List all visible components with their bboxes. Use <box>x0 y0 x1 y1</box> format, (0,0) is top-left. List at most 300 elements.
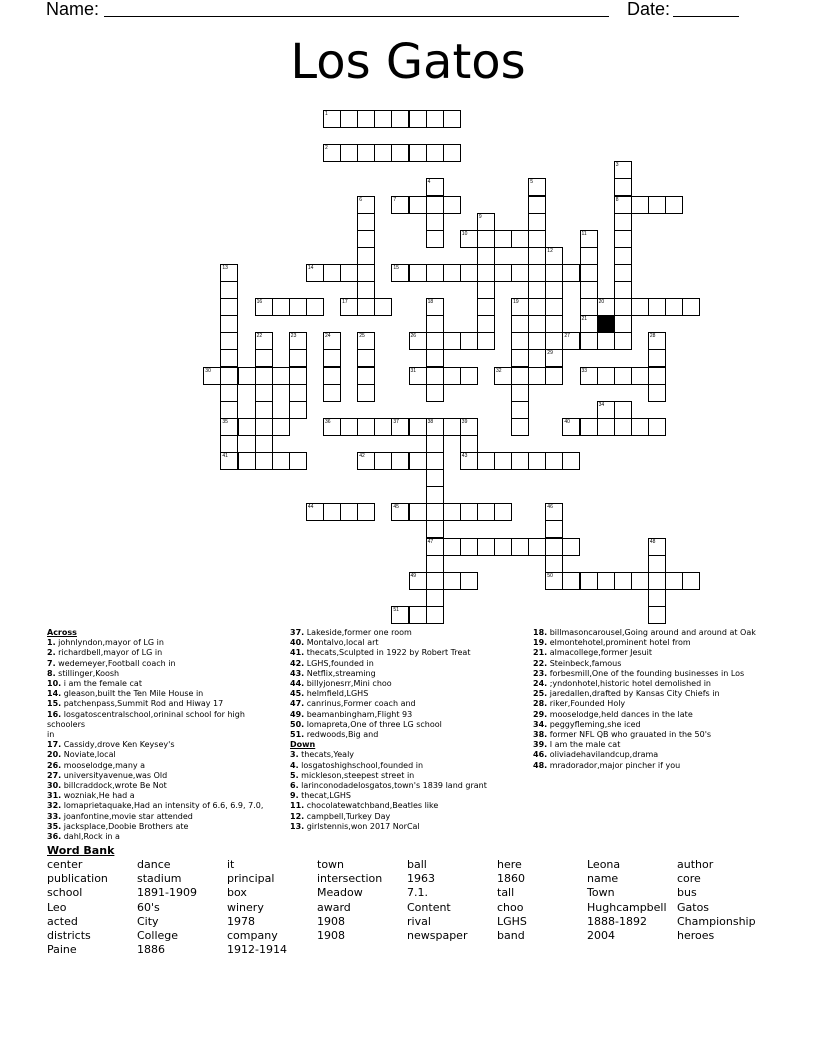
grid-cell[interactable] <box>494 452 512 470</box>
grid-cell[interactable] <box>220 298 238 316</box>
grid-cell[interactable] <box>511 401 529 419</box>
grid-cell[interactable] <box>460 538 478 556</box>
clue-line <box>533 730 773 740</box>
grid-cell[interactable] <box>426 367 444 385</box>
grid-cell[interactable] <box>443 418 461 436</box>
grid-cell[interactable] <box>682 298 700 316</box>
grid-cell[interactable] <box>409 606 427 624</box>
grid-cell[interactable] <box>545 281 563 299</box>
grid-cell[interactable] <box>511 538 529 556</box>
grid-cell[interactable] <box>357 264 375 282</box>
grid-cell[interactable] <box>357 213 375 231</box>
grid-cell[interactable] <box>220 384 238 402</box>
clue-line-text: Lakeside,former one room <box>304 628 412 637</box>
word-bank-item: Meadow <box>317 886 363 900</box>
clue-number: 3 <box>615 162 619 169</box>
grid-cell[interactable] <box>272 452 290 470</box>
grid-cell[interactable] <box>511 384 529 402</box>
clue-number: 10 <box>461 230 468 237</box>
grid-cell[interactable] <box>580 281 598 299</box>
grid-cell[interactable] <box>220 349 238 367</box>
clue-line <box>533 720 773 730</box>
grid-cell[interactable] <box>580 418 598 436</box>
grid-cell[interactable] <box>614 298 632 316</box>
grid-cell[interactable] <box>460 503 478 521</box>
grid-cell[interactable] <box>409 144 427 162</box>
grid-cell[interactable] <box>443 144 461 162</box>
grid-cell[interactable] <box>477 281 495 299</box>
grid-cell[interactable] <box>374 452 392 470</box>
grid-cell[interactable] <box>631 418 649 436</box>
grid-cell[interactable] <box>477 247 495 265</box>
grid-cell[interactable] <box>545 538 563 556</box>
grid-cell[interactable] <box>614 213 632 231</box>
grid-cell[interactable] <box>443 503 461 521</box>
grid-cell[interactable] <box>272 367 290 385</box>
grid-cell[interactable] <box>494 503 512 521</box>
grid-cell[interactable] <box>443 572 461 590</box>
grid-cell[interactable] <box>545 520 563 538</box>
grid-cell[interactable] <box>597 332 615 350</box>
clue-line-number: 9. <box>290 791 299 801</box>
clue-section-header: Across <box>47 628 77 637</box>
grid-cell[interactable] <box>614 418 632 436</box>
grid-cell[interactable] <box>340 418 358 436</box>
word-bank-item: 60's <box>137 900 160 914</box>
clue-line-text: billmasoncarousel,Going around and around at Oak <box>547 628 756 637</box>
word-bank-item: 1963 <box>407 872 435 886</box>
grid-cell[interactable] <box>426 110 444 128</box>
clue-number: 21 <box>581 316 588 323</box>
grid-cell[interactable] <box>597 367 615 385</box>
grid-cell[interactable] <box>289 452 307 470</box>
clue-line-text: larinconodadelosgatos,town's 1839 land grant <box>298 781 487 791</box>
grid-cell[interactable] <box>477 230 495 248</box>
grid-cell[interactable] <box>426 196 444 214</box>
grid-cell[interactable] <box>648 572 666 590</box>
clue-line <box>47 730 279 740</box>
clue-line <box>533 628 773 638</box>
word-bank <box>47 844 787 957</box>
clue-line-text: forbesmill,One of the founding businesses in Los <box>547 668 745 678</box>
clue-line-text: riker,Founded Holy <box>547 699 626 709</box>
clue-number: 46 <box>547 504 553 511</box>
grid-cell[interactable] <box>545 315 563 333</box>
grid-cell[interactable] <box>648 589 666 607</box>
clue-line-number: 43. <box>290 668 305 678</box>
grid-cell[interactable] <box>409 452 427 470</box>
grid-cell[interactable] <box>426 349 444 367</box>
grid-cell[interactable] <box>528 247 546 265</box>
grid-cell[interactable] <box>289 384 307 402</box>
grid-cell[interactable] <box>238 418 256 436</box>
clue-line-text: Netflix,streaming <box>304 668 376 678</box>
grid-cell[interactable] <box>545 367 563 385</box>
grid-cell[interactable] <box>289 367 307 385</box>
clue-line-number: 37. <box>290 628 305 637</box>
clue-number: 15 <box>393 264 399 271</box>
clue-line <box>533 689 773 699</box>
clue-line-text: billyjonesrr,Mini choo <box>304 679 392 689</box>
grid-cell[interactable] <box>614 247 632 265</box>
grid-cell[interactable] <box>545 298 563 316</box>
grid-cell[interactable] <box>357 503 375 521</box>
grid-cell[interactable] <box>426 469 444 487</box>
grid-cell[interactable] <box>665 298 683 316</box>
grid-cell[interactable] <box>477 452 495 470</box>
grid-cell[interactable] <box>614 281 632 299</box>
grid-cell[interactable] <box>528 332 546 350</box>
grid-cell[interactable] <box>426 589 444 607</box>
clue-line-text: oliviadehavilandcup,drama <box>547 750 659 760</box>
grid-cell[interactable] <box>528 298 546 316</box>
grid-cell[interactable] <box>443 332 461 350</box>
grid-cell[interactable] <box>357 367 375 385</box>
grid-cell[interactable] <box>426 606 444 624</box>
grid-cell[interactable] <box>255 435 273 453</box>
grid-cell[interactable] <box>648 196 666 214</box>
clue-line-number: 23. <box>533 668 548 678</box>
clue-line-number: 4. <box>290 760 299 770</box>
word-bank-item: newspaper <box>407 929 468 942</box>
grid-cell[interactable] <box>357 418 375 436</box>
grid-cell[interactable] <box>528 213 546 231</box>
grid-cell[interactable] <box>631 367 649 385</box>
word-bank-item: school <box>47 886 83 900</box>
grid-cell[interactable] <box>272 418 290 436</box>
grid-cell[interactable] <box>255 367 273 385</box>
word-bank-item: core <box>677 872 701 886</box>
grid-cell[interactable] <box>426 264 444 282</box>
grid-cell[interactable] <box>426 452 444 470</box>
grid-cell[interactable] <box>477 332 495 350</box>
grid-cell[interactable] <box>528 281 546 299</box>
grid-cell[interactable] <box>255 401 273 419</box>
word-bank-item: City <box>137 914 159 928</box>
clue-line <box>47 638 279 648</box>
grid-cell[interactable] <box>511 332 529 350</box>
grid-cell[interactable] <box>220 315 238 333</box>
grid-cell[interactable] <box>357 144 375 162</box>
grid-cell[interactable] <box>340 503 358 521</box>
clue-line-number: 8. <box>47 668 56 678</box>
grid-cell[interactable] <box>443 367 461 385</box>
clue-line-text: richardbell,mayor of LG in <box>55 648 163 658</box>
clue-line-number: 45. <box>290 689 305 699</box>
grid-cell[interactable] <box>665 572 683 590</box>
grid-cell[interactable] <box>323 503 341 521</box>
grid-cell[interactable] <box>545 452 563 470</box>
clue-line-text: dahl,Rock in a <box>61 832 120 842</box>
grid-cell[interactable] <box>220 367 238 385</box>
grid-cell[interactable] <box>426 486 444 504</box>
clue-line-number: 2. <box>47 648 56 658</box>
grid-cell[interactable] <box>255 384 273 402</box>
grid-cell[interactable] <box>631 196 649 214</box>
grid-cell[interactable] <box>562 572 580 590</box>
grid-cell[interactable] <box>220 435 238 453</box>
clue-line-text: ;yndonhotel,historic hotel demolished in <box>547 679 711 689</box>
clue-number: 41 <box>222 453 228 459</box>
grid-cell[interactable] <box>460 332 478 350</box>
grid-cell[interactable] <box>511 418 529 436</box>
grid-cell[interactable] <box>323 264 341 282</box>
grid-cell[interactable] <box>357 384 375 402</box>
grid-cell[interactable] <box>289 298 307 316</box>
grid-cell[interactable] <box>391 452 409 470</box>
clue-number: 1 <box>325 111 328 117</box>
grid-cell[interactable] <box>494 538 512 556</box>
word-bank-item: author <box>677 858 714 871</box>
grid-cell[interactable] <box>631 298 649 316</box>
grid-cell[interactable] <box>340 110 358 128</box>
grid-cell[interactable] <box>528 315 546 333</box>
grid-cell[interactable] <box>665 196 683 214</box>
grid-cell[interactable] <box>357 298 375 316</box>
word-bank-item: 1886 <box>137 943 165 957</box>
grid-cell[interactable] <box>323 349 341 367</box>
grid-cell-black <box>597 315 615 333</box>
grid-cell[interactable] <box>220 281 238 299</box>
grid-cell[interactable] <box>528 367 546 385</box>
grid-cell[interactable] <box>614 178 632 196</box>
word-bank-item: 1908 <box>317 929 345 942</box>
clue-number: 30 <box>205 367 211 374</box>
grid-cell[interactable] <box>426 520 444 538</box>
clue-line <box>47 761 279 771</box>
grid-cell[interactable] <box>494 264 512 282</box>
grid-cell[interactable] <box>614 264 632 282</box>
grid-cell[interactable] <box>220 401 238 419</box>
grid-cell[interactable] <box>426 144 444 162</box>
grid-cell[interactable] <box>648 349 666 367</box>
word-bank-item: intersection <box>317 872 383 886</box>
word-bank-item: College <box>137 929 179 942</box>
grid-cell[interactable] <box>477 503 495 521</box>
clue-line <box>290 812 525 822</box>
clue-line-number: 29. <box>533 709 548 719</box>
grid-cell[interactable] <box>357 230 375 248</box>
clue-line-number: 22. <box>533 658 548 668</box>
grid-cell[interactable] <box>272 298 290 316</box>
clue-line-text: jaredallen,drafted by Kansas City Chiefs in <box>547 689 720 699</box>
clue-line-text: billcraddock,wrote Be Not <box>61 781 167 791</box>
clue-line <box>47 740 279 750</box>
grid-cell[interactable] <box>580 264 598 282</box>
grid-cell[interactable] <box>443 538 461 556</box>
clue-line <box>290 689 525 699</box>
grid-cell[interactable] <box>545 555 563 573</box>
grid-cell[interactable] <box>460 572 478 590</box>
word-bank-item: Leo <box>47 900 67 914</box>
grid-cell[interactable] <box>597 572 615 590</box>
grid-cell[interactable] <box>426 315 444 333</box>
grid-cell[interactable] <box>477 538 495 556</box>
clue-line <box>290 750 525 760</box>
clue-line-text: almacollege,former Jesuit <box>547 648 653 658</box>
grid-cell[interactable] <box>648 555 666 573</box>
grid-cell[interactable] <box>648 606 666 624</box>
clue-number: 33 <box>581 367 588 374</box>
grid-cell[interactable] <box>255 418 273 436</box>
grid-cell[interactable] <box>238 367 256 385</box>
grid-cell[interactable] <box>357 349 375 367</box>
clue-number: 45 <box>393 504 399 511</box>
clue-number: 22 <box>256 333 263 340</box>
grid-cell[interactable] <box>426 572 444 590</box>
clue-line <box>533 761 773 771</box>
grid-cell[interactable] <box>289 349 307 367</box>
clue-line-number: 51. <box>290 730 305 740</box>
grid-cell[interactable] <box>220 332 238 350</box>
clue-line-text: gleason,built the Ten Mile House in <box>61 689 204 699</box>
grid-cell[interactable] <box>426 213 444 231</box>
clue-number: 20 <box>598 299 605 306</box>
grid-cell[interactable] <box>528 230 546 248</box>
grid-cell[interactable] <box>614 332 632 350</box>
clue-line-text: wedemeyer,Football coach in <box>55 658 176 668</box>
grid-cell[interactable] <box>374 144 392 162</box>
grid-cell[interactable] <box>562 538 580 556</box>
grid-cell[interactable] <box>648 298 666 316</box>
clue-line <box>47 689 279 699</box>
grid-cell[interactable] <box>511 264 529 282</box>
grid-cell[interactable] <box>614 572 632 590</box>
grid-cell[interactable] <box>255 349 273 367</box>
grid-cell[interactable] <box>340 264 358 282</box>
grid-cell[interactable] <box>545 332 563 350</box>
grid-cell[interactable] <box>580 298 598 316</box>
grid-cell[interactable] <box>648 367 666 385</box>
grid-cell[interactable] <box>357 110 375 128</box>
grid-cell[interactable] <box>374 298 392 316</box>
clue-line-number: 24. <box>533 679 548 689</box>
word-bank-item: Hughcampbell <box>587 900 667 914</box>
grid-cell[interactable] <box>494 230 512 248</box>
grid-cell[interactable] <box>374 418 392 436</box>
clue-line <box>533 679 773 689</box>
clue-line <box>47 659 279 669</box>
grid-cell[interactable] <box>614 401 632 419</box>
grid-cell[interactable] <box>580 247 598 265</box>
grid-cell[interactable] <box>460 435 478 453</box>
grid-cell[interactable] <box>511 367 529 385</box>
grid-cell[interactable] <box>409 110 427 128</box>
grid-cell[interactable] <box>443 264 461 282</box>
grid-cell[interactable] <box>238 452 256 470</box>
clue-line-text: former NFL QB who grauated in the 50's <box>547 730 712 740</box>
clue-line <box>533 659 773 669</box>
grid-cell[interactable] <box>426 555 444 573</box>
grid-cell[interactable] <box>511 315 529 333</box>
grid-cell[interactable] <box>528 452 546 470</box>
clue-number: 44 <box>307 504 314 511</box>
clue-line-text: mickleson,steepest street in <box>298 770 415 780</box>
grid-cell[interactable] <box>443 110 461 128</box>
grid-cell[interactable] <box>614 315 632 333</box>
grid-cell[interactable] <box>562 452 580 470</box>
grid-cell[interactable] <box>631 572 649 590</box>
clue-line-number: 19. <box>533 638 548 648</box>
clue-line-text: lomapreta,One of three LG school <box>304 719 442 729</box>
grid-cell[interactable] <box>597 418 615 436</box>
clue-number: 6 <box>359 196 362 203</box>
grid-cell[interactable] <box>648 384 666 402</box>
grid-cell[interactable] <box>374 110 392 128</box>
clue-line-number: 12. <box>290 811 305 821</box>
grid-cell[interactable] <box>682 572 700 590</box>
clue-line <box>290 628 525 638</box>
grid-cell[interactable] <box>511 452 529 470</box>
grid-cell[interactable] <box>391 110 409 128</box>
clue-line-text: losgatoscentralschool,orininal school for high schoolers <box>47 709 245 729</box>
clue-number: 51 <box>393 606 399 613</box>
grid-cell[interactable] <box>477 315 495 333</box>
word-bank-item: Town <box>587 886 615 900</box>
grid-cell[interactable] <box>426 503 444 521</box>
grid-cell[interactable] <box>580 572 598 590</box>
clue-line-text: i am the female cat <box>61 679 142 689</box>
grid-cell[interactable] <box>409 196 427 214</box>
grid-cell[interactable] <box>580 332 598 350</box>
grid-cell[interactable] <box>409 418 427 436</box>
word-bank-item: 1891-1909 <box>137 886 197 900</box>
word-bank-item: band <box>497 929 525 942</box>
grid-cell[interactable] <box>357 247 375 265</box>
grid-cell[interactable] <box>648 418 666 436</box>
grid-cell[interactable] <box>255 452 273 470</box>
grid-cell[interactable] <box>426 230 444 248</box>
grid-cell[interactable] <box>426 435 444 453</box>
grid-cell[interactable] <box>477 264 495 282</box>
clue-line <box>47 699 279 709</box>
grid-cell[interactable] <box>391 144 409 162</box>
word-bank-item: ball <box>407 858 427 871</box>
grid-cell[interactable] <box>323 367 341 385</box>
clue-line <box>290 648 525 658</box>
grid-cell[interactable] <box>409 503 427 521</box>
grid-cell[interactable] <box>323 384 341 402</box>
grid-cell[interactable] <box>409 264 427 282</box>
grid-cell[interactable] <box>511 349 529 367</box>
grid-cell[interactable] <box>426 332 444 350</box>
word-bank-item: center <box>47 858 83 871</box>
clue-line-number: 27. <box>47 770 62 780</box>
grid-cell[interactable] <box>357 281 375 299</box>
grid-cell[interactable] <box>528 538 546 556</box>
clue-line-number: 16. <box>47 709 62 719</box>
grid-cell[interactable] <box>460 367 478 385</box>
grid-cell[interactable] <box>289 401 307 419</box>
grid-cell[interactable] <box>460 264 478 282</box>
grid-cell[interactable] <box>545 264 563 282</box>
grid-cell[interactable] <box>443 196 461 214</box>
grid-cell[interactable] <box>562 264 580 282</box>
clue-number: 5 <box>530 179 533 186</box>
grid-cell[interactable] <box>426 384 444 402</box>
grid-cell[interactable] <box>614 230 632 248</box>
grid-cell[interactable] <box>306 298 324 316</box>
grid-cell[interactable] <box>340 144 358 162</box>
grid-cell[interactable] <box>511 230 529 248</box>
clue-line-number: 46. <box>533 750 548 760</box>
grid-cell[interactable] <box>528 264 546 282</box>
grid-cell[interactable] <box>528 196 546 214</box>
clue-line-number: 49. <box>290 709 305 719</box>
grid-cell[interactable] <box>477 298 495 316</box>
clue-line-number: 14. <box>47 689 62 699</box>
grid-cell[interactable] <box>614 367 632 385</box>
